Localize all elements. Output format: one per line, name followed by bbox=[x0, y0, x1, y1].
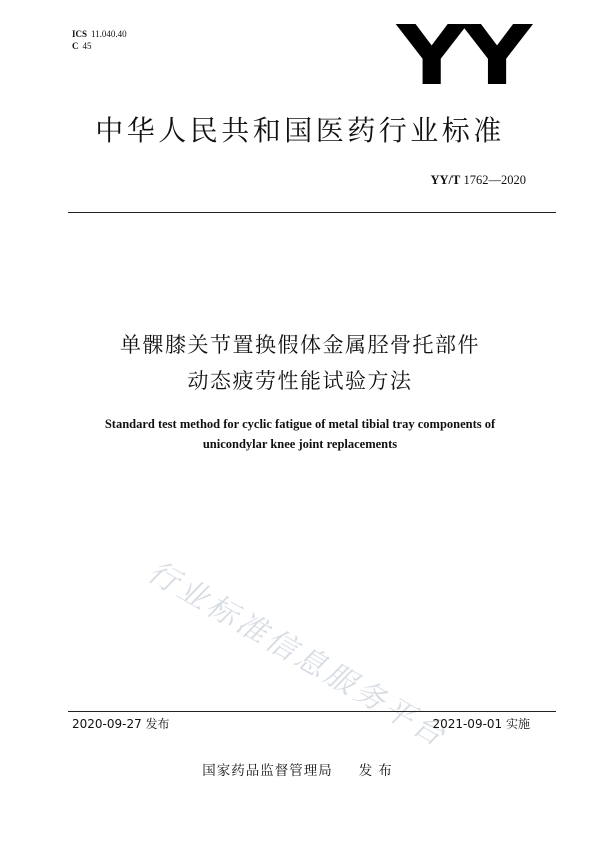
title-en-line2: unicondylar knee joint replacements bbox=[202, 437, 398, 451]
classification-codes bbox=[72, 28, 127, 52]
publisher bbox=[0, 762, 600, 780]
issue-date: 2020-09-27 发布 bbox=[72, 717, 170, 731]
ccs-code bbox=[72, 40, 127, 52]
standard-code-number: 1762—2020 bbox=[463, 173, 526, 187]
ics-value: 11.040.40 bbox=[91, 29, 127, 39]
ccs-label: C bbox=[72, 41, 79, 51]
top-divider bbox=[68, 212, 556, 213]
standard-name: 中华人民共和国医药行业标准 bbox=[95, 114, 505, 147]
yy-logo: YY bbox=[396, 9, 528, 104]
title-cn-line1: 单髁膝关节置换假体金属胫骨托部件 bbox=[120, 333, 480, 357]
ics-label: ICS bbox=[72, 29, 88, 39]
watermark: 行业标准信息服务平台 bbox=[141, 554, 454, 755]
bottom-divider bbox=[68, 711, 556, 712]
implementation-date: 2021-09-01 实施 bbox=[432, 717, 530, 731]
publisher-suffix: 发布 bbox=[358, 763, 398, 779]
ics-code bbox=[72, 28, 127, 40]
title-cn-line2: 动态疲劳性能试验方法 bbox=[187, 369, 413, 393]
title-en-line1: Standard test method for cyclic fatigue of metal tibial tray components of bbox=[104, 417, 496, 431]
publisher-name: 国家药品监督管理局 bbox=[202, 763, 333, 779]
ccs-value: 45 bbox=[82, 41, 92, 51]
standard-code bbox=[431, 172, 527, 188]
standard-code-prefix: YY/T bbox=[430, 173, 461, 187]
